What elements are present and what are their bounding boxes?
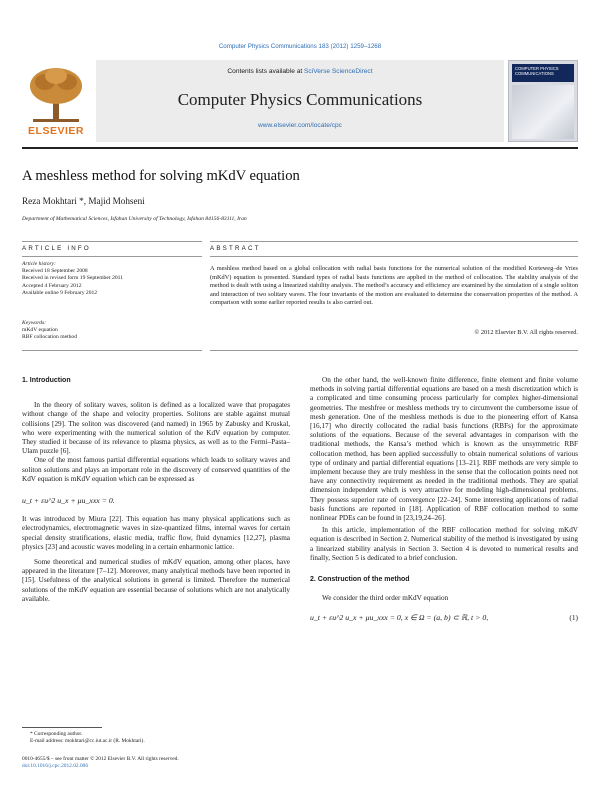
contents-line: Contents lists available at SciVerse ScienceDirect bbox=[227, 68, 373, 75]
footnote bbox=[30, 731, 290, 745]
history-label: Article history: bbox=[22, 261, 57, 267]
journal-cover bbox=[508, 60, 578, 142]
front-matter bbox=[22, 756, 322, 770]
history-accepted: Accepted 4 February 2012 bbox=[22, 282, 82, 289]
masthead-center bbox=[96, 60, 504, 142]
abstract-text: A meshless method based on a global collocation with radial basis functions for the numerical solution of the modified Korteweg–de Vries (mKdV) equation is presented. Standard types of radial basis functions are applied in the method of collocation. The stability analysis of the method is dealt with using a linearized stability analysis. The method’s accuracy and efficiency are examined by the simulation of a single soliton and interaction of two solitary waves. The four invariants of the motion are evaluated to determine the conservation properties of the method. A comparison with some earlier reported results is also carried out. bbox=[210, 265, 578, 307]
author-email[interactable]: E-mail address: mokhtari@cc.iut.ac.ir (R. Mokhtari). bbox=[30, 738, 145, 744]
left-column bbox=[22, 376, 290, 604]
abstract-top-rule bbox=[210, 241, 578, 242]
section-2-heading: 2. Construction of the method bbox=[310, 576, 410, 584]
keyword-item: RBF collocation method bbox=[22, 334, 78, 341]
equation-1 bbox=[310, 613, 578, 625]
masthead bbox=[22, 60, 578, 142]
abstract-copyright: © 2012 Elsevier B.V. All rights reserved. bbox=[474, 329, 578, 336]
paragraph: In the theory of solitary waves, soliton is defined as a localized wave that propagates without change of the shape and velocity properties. Solitons are stable against mutual collisions [29]. The soliton was discovered (and named) in 1965 by Zabusky and Kruskal, who were experimenting with the numerical solution of the KdV equation by computer. They studied it because of its relevance to plasma physics, as well as to the Fermi–Pasta–Ulam puzzle [6]. bbox=[22, 401, 290, 456]
history-revised: Received in revised form 19 September 2011 bbox=[22, 275, 124, 282]
paragraph: We consider the third order mKdV equation bbox=[322, 594, 449, 603]
section-1-heading: 1. Introduction bbox=[22, 377, 71, 384]
paragraph: On the other hand, the well-known finite difference, finite element and finite volume methods in solving partial differential equations are based on a mesh discretization which is a complicated and time consuming process particularly for complex higher-dimensional geometries. The meshfree or meshless methods try to circumvent the cumbersome issue of mesh generation. One of the meshless methods is due to the pioneering effort of Kansa [16,17] who directly collocated the radial basis functions (RBFs) for the approximate solutions of the equations. Because of the several advantages in comparison with the traditional methods, the Kansa’s method which is known as the unsymmetric RBF collocation method, has been applied successfully to obtain numerical solutions of various type of ordinary and partial differential equations [13–21]. RBF methods are very simple to implement because they are truly meshless in the sense that the collocation points need not have any connectivity requirement as needed in the traditional methods. They are spatial dimension independent which is very attractive for modeling high-dimensional problems. They possess superior rate of convergence [22–24]. Some interesting applications of radial basis functions are reported in [18]. Application of RBF collocation method to some nonlinear PDEs can be found in [23,19,24–26]. bbox=[310, 376, 578, 523]
footnote-rule bbox=[22, 727, 102, 728]
info-rule bbox=[22, 256, 202, 257]
journal-url-link[interactable]: www.elsevier.com/locate/cpc bbox=[258, 122, 342, 129]
issn-line: 0010-4655/$ – see front matter © 2012 Elsevier B.V. All rights reserved. bbox=[22, 756, 179, 762]
paragraph: It was introduced by Miura [22]. This equation has many physical applications such as electrodynamics, electromagnetic waves in size-quantized films, internal waves for certain special density stratifications, elastic media, traffic flow, fluid dynamics [12,27], plasma physics [23] and acoustic waves modeling in a certain enharmonic lattice. bbox=[22, 515, 290, 551]
history-online: Available online 9 February 2012 bbox=[22, 289, 98, 296]
tree-logo-icon bbox=[25, 64, 87, 124]
masthead-divider bbox=[22, 147, 578, 149]
article-authors: Reza Mokhtari *, Majid Mohseni bbox=[22, 196, 145, 206]
cover-image bbox=[512, 85, 574, 139]
info-top-rule bbox=[22, 241, 202, 242]
abstract-rule bbox=[210, 256, 578, 257]
article-affiliation: Department of Mathematical Sciences, Isfahan University of Technology, Isfahan 84156-83111, Iran bbox=[22, 216, 247, 222]
article-title: A meshless method for solving mKdV equation bbox=[22, 168, 300, 184]
journal-title: Computer Physics Communications bbox=[177, 90, 423, 109]
keyword-item: mKdV equation bbox=[22, 327, 58, 334]
abstract-heading: ABSTRACT bbox=[210, 245, 261, 252]
info-bottom-rule bbox=[22, 350, 202, 351]
article-info-heading: ARTICLE INFO bbox=[22, 245, 91, 252]
sciencedirect-link[interactable]: SciVerse ScienceDirect bbox=[304, 68, 373, 75]
history-received: Received 18 September 2008 bbox=[22, 268, 88, 275]
mkdv-equation: u_t + εu^2 u_x + μu_xxx = 0. bbox=[22, 496, 115, 506]
right-column bbox=[310, 376, 578, 625]
cover-title: COMPUTER PHYSICS COMMUNICATIONS bbox=[512, 64, 574, 82]
paragraph: In this article, implementation of the RBF collocation method for solving mKdV equation is described in Section 2. Numerical stability of the method is investigated by using a linearized stability analysis in Section 3. Section 4 is devoted to numerical results and finally, Section 5 is dedicated to a brief conclusion. bbox=[310, 526, 578, 562]
paragraph: Some theoretical and numerical studies of mKdV equation, among other places, have appeared in the literature [7–12]. Moreover, many analytical methods have been reported in [15]. Usefulness of the analytical solutions in general is limited. Therefore the numerical solutions of the mKdV equation are essential because of solutions which are not analytically available. bbox=[22, 558, 290, 603]
corresponding-author-note: * Corresponding author. bbox=[30, 731, 83, 737]
doi-link[interactable]: doi:10.1016/j.cpc.2012.02.006 bbox=[22, 763, 89, 769]
keywords-label: Keywords: bbox=[22, 320, 47, 326]
paragraph: One of the most famous partial differential equations which leads to solitary waves and soliton solutions and plays an important role in the discovery of conserved quantities of the KdV equation is mKdV equation which can be expressed as bbox=[22, 456, 290, 483]
elsevier-logo bbox=[22, 60, 90, 142]
article-history bbox=[22, 261, 202, 297]
equation-1-number: (1) bbox=[569, 613, 578, 623]
keywords bbox=[22, 320, 202, 342]
equation-1-body: u_t + εu^2 u_x + μu_xxx = 0, x ∈ Ω = (a, b) ⊂ ℝ, t > 0, bbox=[310, 613, 489, 623]
elsevier-wordmark: ELSEVIER bbox=[28, 125, 84, 137]
journal-citation[interactable]: Computer Physics Communications 183 (2012) 1259–1268 bbox=[218, 43, 382, 50]
abstract-bottom-rule bbox=[210, 350, 578, 351]
